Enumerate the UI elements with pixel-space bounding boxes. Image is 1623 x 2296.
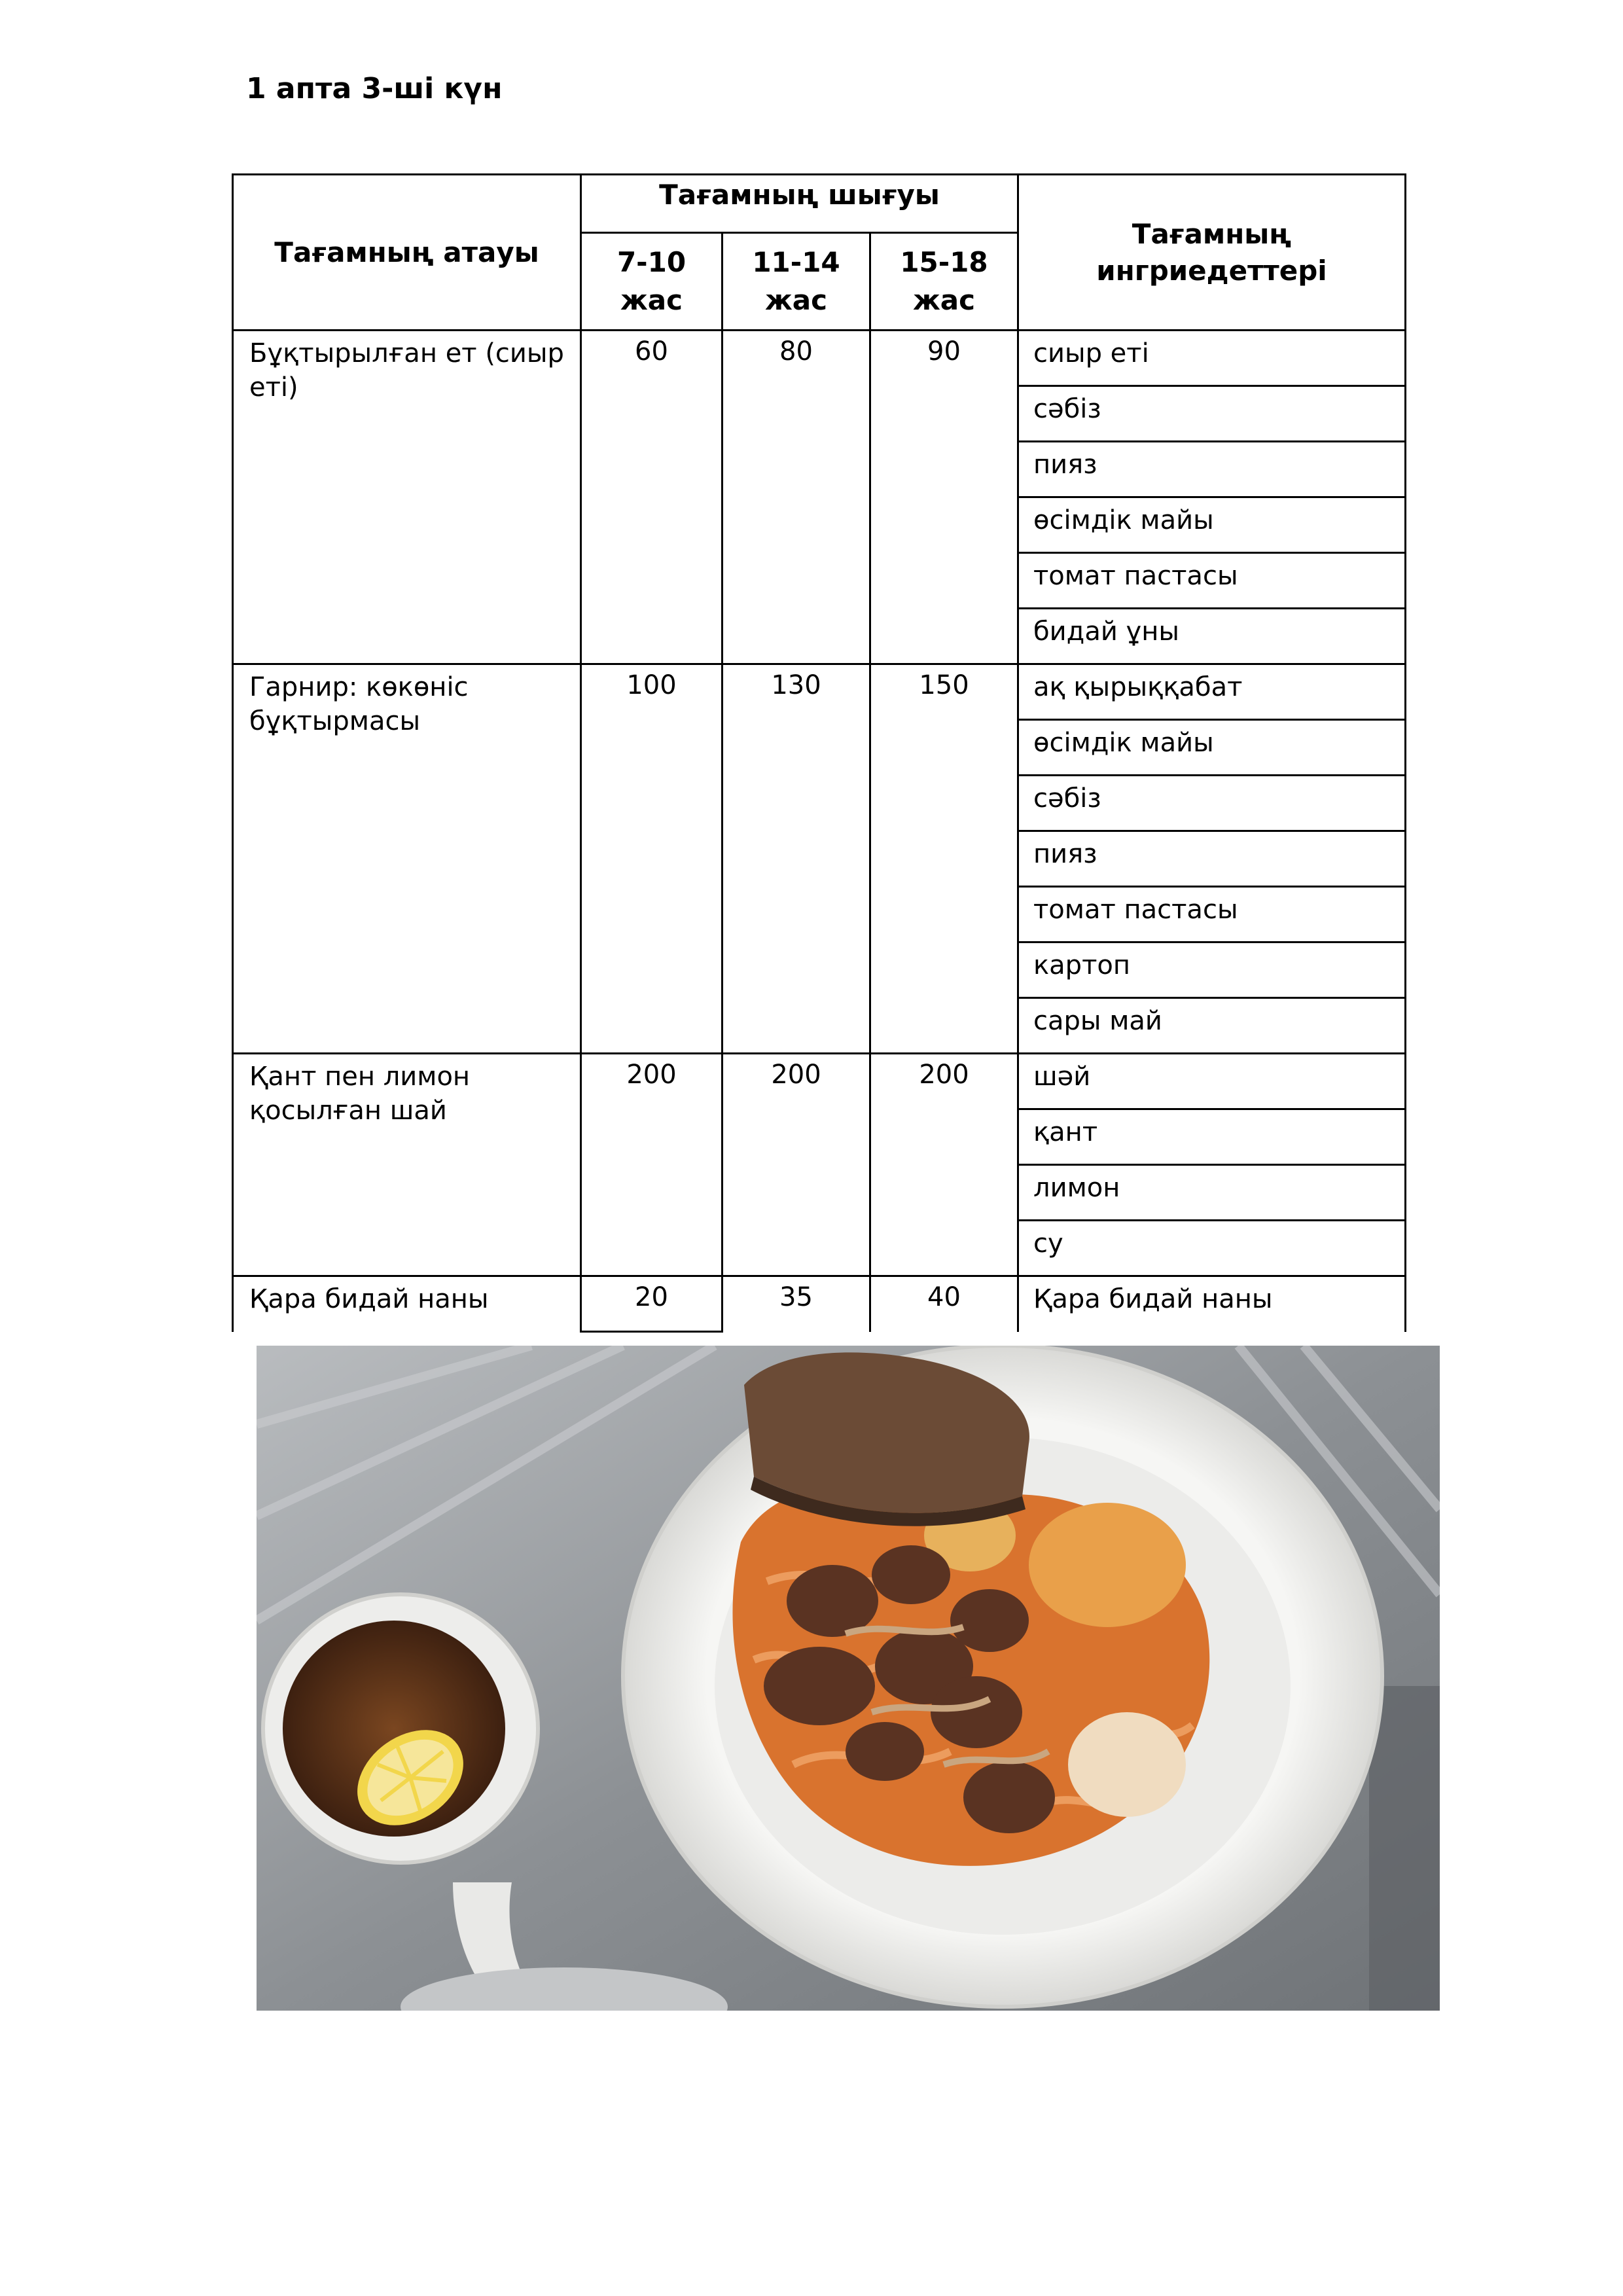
potato [1029,1503,1186,1627]
ingredient: сәбіз [1018,386,1406,442]
portion-11-14: 130 [722,664,870,1054]
portion-15-18: 90 [870,331,1018,664]
dish-name: Гарнир: көкөніс бұқтырмасы [233,664,581,1054]
ingredient: бидай ұны [1018,609,1406,664]
ingredient: Қара бидай наны [1018,1276,1406,1332]
portion-11-14: 200 [722,1054,870,1276]
header-ingredients: Тағамның ингриедеттері [1018,175,1406,331]
portion-11-14: 80 [722,331,870,664]
table-row [233,1054,1406,1109]
dish-name: Бұқтырылған ет (сиыр еті) [233,331,581,664]
potato [1068,1712,1186,1817]
ingredient: картоп [1018,942,1406,998]
ingredient: шәй [1018,1054,1406,1109]
table-row [233,664,1406,720]
ingredient: сары май [1018,998,1406,1054]
ingredient: сәбіз [1018,776,1406,831]
ingredient: пияз [1018,442,1406,497]
ingredient: өсімдік майы [1018,720,1406,776]
tray-edge [1369,1686,1440,2011]
ingredient: лимон [1018,1165,1406,1221]
table-row [233,331,1406,386]
page-title: 1 апта 3-ші күн [246,72,503,105]
ingredient: су [1018,1221,1406,1276]
header-age-15-18: 15-18 жас [870,233,1018,331]
ingredient: өсімдік майы [1018,497,1406,553]
ingredient: қант [1018,1109,1406,1165]
portion-15-18: 200 [870,1054,1018,1276]
ingredient: пияз [1018,831,1406,887]
portion-11-14: 35 [722,1276,870,1332]
ingredient: ақ қырыққабат [1018,664,1406,720]
portion-7-10: 200 [581,1054,722,1276]
header-age-7-10: 7-10 жас [581,233,722,331]
portion-7-10: 60 [581,331,722,664]
meal-photo [257,1346,1440,2011]
ingredient: томат пастасы [1018,887,1406,942]
dish-name: Қара бидай наны [233,1276,581,1332]
ingredient: сиыр еті [1018,331,1406,386]
header-output: Тағамның шығуы [581,175,1018,233]
table-row [233,1276,1406,1332]
header-dish-name: Тағамның атауы [233,175,581,331]
ingredient: томат пастасы [1018,553,1406,609]
menu-table [232,173,1406,1333]
portion-7-10: 100 [581,664,722,1054]
header-age-11-14: 11-14 жас [722,233,870,331]
portion-7-10: 20 [581,1276,722,1332]
dish-name: Қант пен лимон қосылған шай [233,1054,581,1276]
portion-15-18: 150 [870,664,1018,1054]
portion-15-18: 40 [870,1276,1018,1332]
